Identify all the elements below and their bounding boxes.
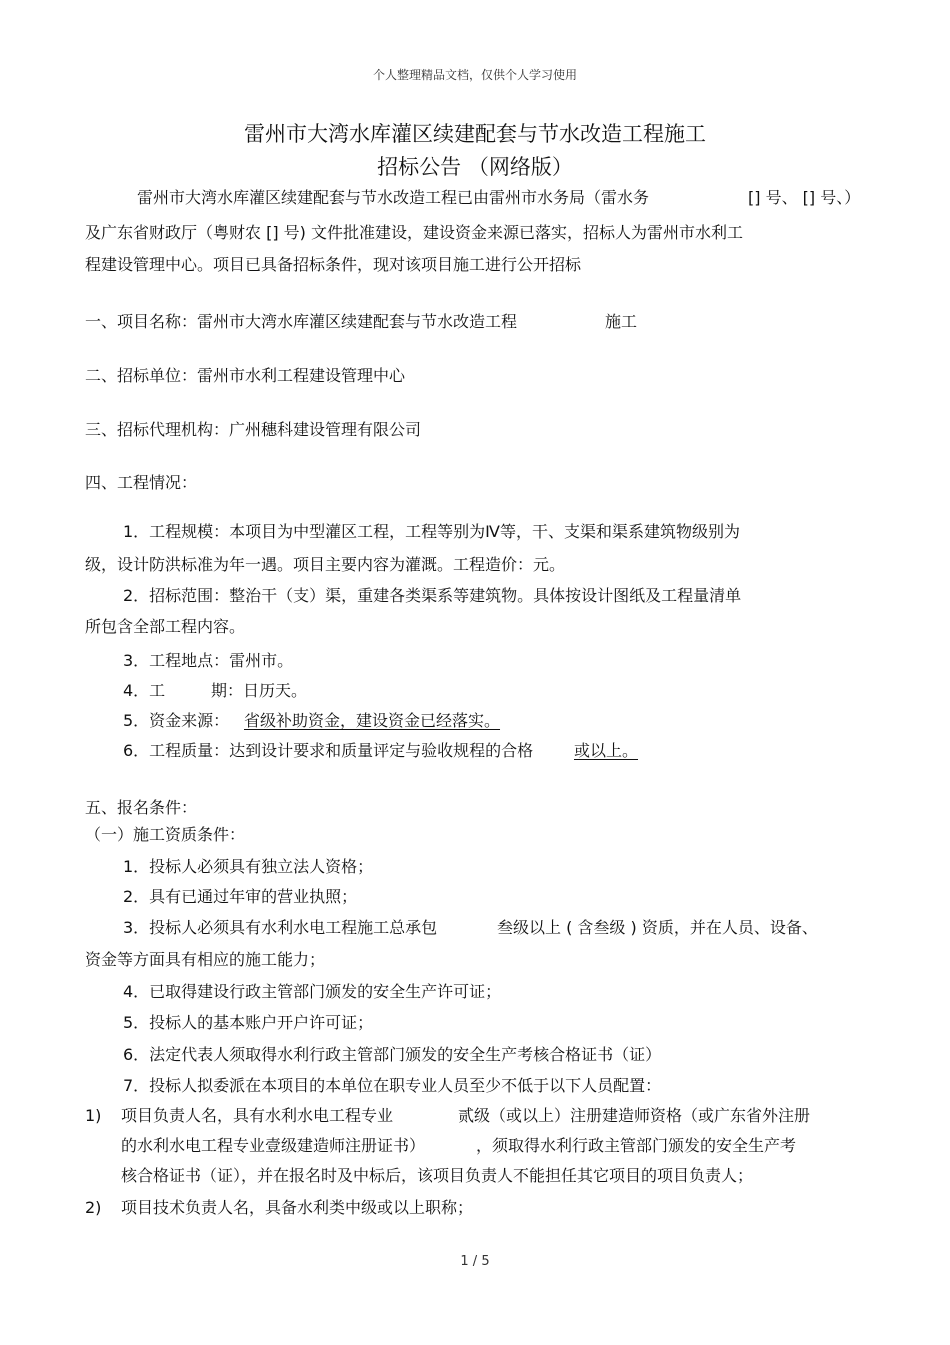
intro-line2: 及广东省财政厅（粤财农 [] 号) 文件批准建设，建设资金来源已落实，招标人为雷州市水利工 xyxy=(85,223,743,242)
personnel-2-text: 项目技术负责人名，具备水利类中级或以上职称； xyxy=(121,1198,474,1217)
qualification-heading: （一）施工资质条件： xyxy=(85,825,246,844)
section-project-name-suffix: 施工 xyxy=(605,312,638,331)
section-agency: 三、招标代理机构：广州穗科建设管理有限公司 xyxy=(85,420,422,439)
document-title-line1: 雷州市大湾水库灌区续建配套与节水改造工程施工 xyxy=(244,122,706,146)
condition-1: 1．投标人必须具有独立法人资格； xyxy=(123,857,374,876)
project-quality: 6．工程质量：达到设计要求和质量评定与验收规程的合格 xyxy=(123,741,534,760)
intro-line1-text: 雷州市大湾水库灌区续建配套与节水改造工程已由雷州市水务局（雷水务 xyxy=(137,188,650,207)
project-location: 3．工程地点：雷州市。 xyxy=(123,651,294,670)
personnel-1-cont3: 核合格证书（证），并在报名时及中标后，该项目负责人不能担任其它项目的项目负责人； xyxy=(121,1166,754,1185)
personnel-2-number: 2) xyxy=(85,1198,102,1217)
project-funding-label: 5．资金来源： xyxy=(123,711,230,730)
page-header-note: 个人整理精品文档，仅供个人学习使用 xyxy=(372,68,577,82)
condition-3-cont: 资金等方面具有相应的施工能力； xyxy=(85,950,326,969)
personnel-1-number: 1) xyxy=(85,1106,102,1125)
condition-7: 7．投标人拟委派在本项目的本单位在职专业人员至少不低于以下人员配置： xyxy=(123,1076,662,1095)
page-number: 1 / 5 xyxy=(460,1254,490,1269)
intro-line1-refs: [] 号、 [] 号、） xyxy=(748,188,861,207)
personnel-1-cont2: ，须取得水利行政主管部门颁发的安全生产考 xyxy=(476,1136,797,1155)
condition-3: 3．投标人必须具有水利水电工程施工总承包 xyxy=(123,918,438,937)
condition-6: 6．法定代表人须取得水利行政主管部门颁发的安全生产考核合格证书（证） xyxy=(123,1045,662,1064)
intro-line1 xyxy=(137,188,649,208)
intro-line3: 程建设管理中心。项目已具备招标条件，现对该项目施工进行公开招标 xyxy=(85,255,582,274)
document-title-line2: 招标公告 （网络版） xyxy=(377,155,573,179)
condition-4: 4．已取得建设行政主管部门颁发的安全生产许可证； xyxy=(123,982,502,1001)
section-registration: 五、报名条件： xyxy=(85,798,198,817)
project-scope-cont: 所包含全部工程内容。 xyxy=(85,617,246,636)
personnel-1-grade: 贰级（或以上）注册建造师资格（或广东省外注册 xyxy=(458,1106,811,1125)
condition-2: 2．具有已通过年审的营业执照； xyxy=(123,887,358,906)
project-scale: 1．工程规模：本项目为中型灌区工程，工程等别为Ⅳ等，干、支渠和渠系建筑物级别为 xyxy=(123,522,740,541)
project-period-label: 4．工 xyxy=(123,681,166,700)
condition-3-grade: 叁级以上 ( 含叁级 ) 资质，并在人员、设备、 xyxy=(497,918,818,937)
project-funding-value: 省级补助资金，建设资金已经落实。 xyxy=(244,711,501,730)
section-project-info: 四、工程情况： xyxy=(85,473,198,492)
personnel-1-text: 项目负责人名，具有水利水电工程专业 xyxy=(121,1106,394,1125)
project-quality-underlined: 或以上。 xyxy=(574,741,639,760)
condition-5: 5．投标人的基本账户开户许可证； xyxy=(123,1013,374,1032)
personnel-1-cont1: 的水利水电工程专业壹级建造师注册证书） xyxy=(121,1136,426,1155)
project-scope: 2．招标范围：整治干（支）渠，重建各类渠系等建筑物。具体按设计图纸及工程量清单 xyxy=(123,586,742,605)
project-scale-cont: 级，设计防洪标准为年一遇。项目主要内容为灌溉。工程造价：元。 xyxy=(85,555,566,574)
section-tenderer: 二、招标单位：雷州市水利工程建设管理中心 xyxy=(85,366,406,385)
section-project-name: 一、项目名称：雷州市大湾水库灌区续建配套与节水改造工程 xyxy=(85,312,518,331)
project-period-value: 期：日历天。 xyxy=(211,681,308,700)
